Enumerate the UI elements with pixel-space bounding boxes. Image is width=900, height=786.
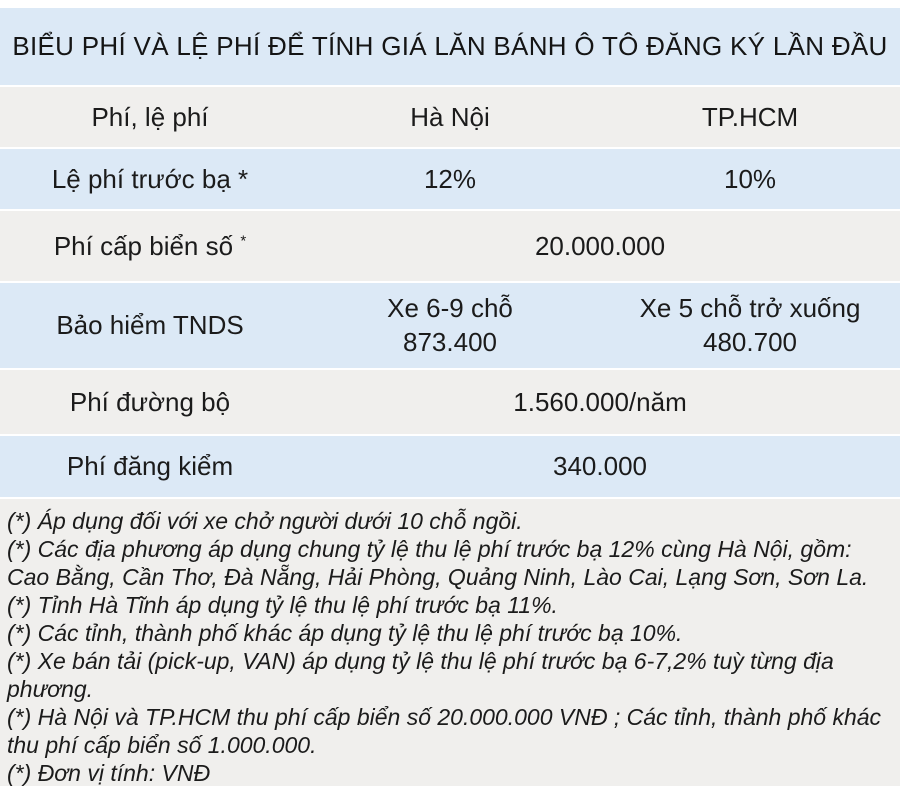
row-bao-hiem-tnds <box>0 283 900 368</box>
header-cell-fee: Phí, lệ phí <box>0 87 300 147</box>
row-label-phi-dang-kiem: Phí đăng kiểm <box>0 436 300 497</box>
row-le-phi-truoc-ba <box>0 149 900 209</box>
tnds-hanoi-vehicle-type: Xe 6-9 chỗ <box>387 292 513 323</box>
row-phi-dang-kiem <box>0 436 900 497</box>
footnote-item: (*) Áp dụng đối với xe chở người dưới 10 chỗ ngồi. <box>7 508 523 534</box>
page-title: BIỂU PHÍ VÀ LỆ PHÍ ĐỂ TÍNH GIÁ LĂN BÁNH Ô TÔ ĐĂNG KÝ LẦN ĐẦU <box>0 8 900 85</box>
footnote-asterisk: * <box>240 231 247 249</box>
footnote-item: (*) Hà Nội và TP.HCM thu phí cấp biển số 20.000.000 VNĐ ; Các tỉnh, thành phố khác thu phí cấp biển số 1.000.000. <box>7 704 882 758</box>
row-label-phi-cap-bien-so <box>0 211 300 281</box>
footnote-item: (*) Tỉnh Hà Tĩnh áp dụng tỷ lệ thu lệ phí trước bạ 11%. <box>7 592 558 618</box>
tnds-hcm-vehicle-type: Xe 5 chỗ trở xuống <box>639 292 861 323</box>
footnote-item: (*) Các địa phương áp dụng chung tỷ lệ thu lệ phí trước bạ 12% cùng Hà Nội, gồm: Cao Bằng, Cần Thơ, Đà Nẵng, Hải Phòng, Quảng Ninh, Lào Cai, Lạng Sơn, Sơn La. <box>7 536 869 590</box>
row-phi-duong-bo <box>0 370 900 434</box>
cell-tnds-hcm <box>600 283 900 368</box>
title-row <box>0 8 900 85</box>
footnote-item: (*) Đơn vị tính: VNĐ <box>7 760 211 786</box>
cell-phi-duong-bo-value: 1.560.000/năm <box>300 370 900 434</box>
cell-tnds-hanoi <box>300 283 600 368</box>
fee-table <box>0 6 900 499</box>
table-header-row <box>0 87 900 147</box>
row-label-text: Phí cấp biển số <box>53 230 234 261</box>
cell-phi-dang-kiem-value: 340.000 <box>300 436 900 497</box>
header-cell-hanoi: Hà Nội <box>300 87 600 147</box>
footnote-item: (*) Xe bán tải (pick-up, VAN) áp dụng tỷ lệ thu lệ phí trước bạ 6-7,2% tuỳ từng địa phương. <box>7 648 834 702</box>
row-phi-cap-bien-so <box>0 211 900 281</box>
tnds-hanoi-value: 873.400 <box>403 326 497 357</box>
cell-le-phi-hcm: 10% <box>600 149 900 209</box>
row-label-le-phi-truoc-ba: Lệ phí trước bạ * <box>0 149 300 209</box>
header-cell-hcm: TP.HCM <box>600 87 900 147</box>
cell-le-phi-hanoi: 12% <box>300 149 600 209</box>
footnotes-section <box>0 499 900 786</box>
footnote-item: (*) Các tỉnh, thành phố khác áp dụng tỷ lệ thu lệ phí trước bạ 10%. <box>7 620 683 646</box>
cell-phi-cap-bien-so-value: 20.000.000 <box>300 211 900 281</box>
tnds-hcm-value: 480.700 <box>703 326 797 357</box>
row-label-bao-hiem-tnds: Bảo hiểm TNDS <box>0 283 300 368</box>
row-label-phi-duong-bo: Phí đường bộ <box>0 370 300 434</box>
